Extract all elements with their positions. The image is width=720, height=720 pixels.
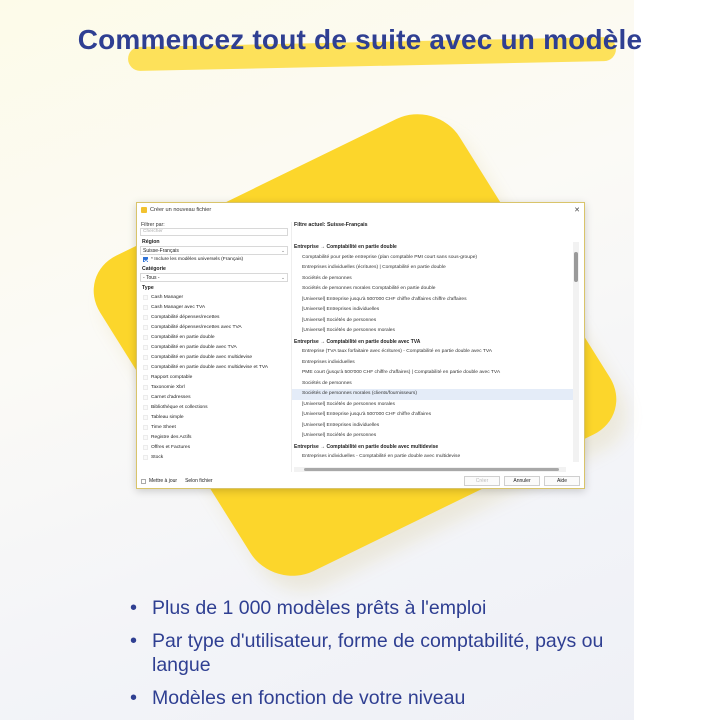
- select-file-link[interactable]: Selon fichier: [185, 478, 213, 484]
- region-value: Suisse-Français: [143, 247, 179, 254]
- type-item-label: Bibliothèque et collections: [151, 404, 208, 410]
- type-item-label: Offres et Factures: [151, 444, 191, 450]
- checkbox-icon: [143, 305, 148, 310]
- dialog-footer: [137, 474, 584, 488]
- tree-item[interactable]: [Universel] Entreprise jusqu'à 500'000 CHF chiffre d'affaires: [302, 412, 432, 417]
- update-label: Mettre à jour: [149, 478, 178, 484]
- help-button[interactable]: Aide: [544, 476, 580, 486]
- tree-item[interactable]: [Universel] Entreprises individuelles: [302, 307, 380, 312]
- current-filter: Filtre actuel: Suisse-Français: [294, 222, 368, 228]
- category-label: Catégorie: [142, 266, 166, 272]
- tree-item[interactable]: [Universel] Sociétés de personnes morales: [302, 328, 395, 333]
- type-item-label: Comptabilité en partie double: [151, 334, 215, 340]
- checkbox-icon: [143, 455, 148, 460]
- tree-item[interactable]: Entreprises individuelles (écritures) | Comptabilité en partie double: [302, 265, 446, 270]
- type-item-label: Comptabilité dépenses/recettes avec TVA: [151, 324, 242, 330]
- type-item[interactable]: [140, 342, 288, 352]
- horizontal-scrollbar[interactable]: [294, 467, 566, 472]
- feature-item: [130, 629, 630, 677]
- tree-item[interactable]: Entreprises individuelles - Comptabilité en partie double avec multidevise: [302, 454, 461, 459]
- close-icon[interactable]: ✕: [574, 207, 580, 214]
- category-select[interactable]: [140, 273, 288, 282]
- tree-item[interactable]: [Universel] Sociétés de personnes morales: [302, 401, 395, 407]
- checkbox-icon: [143, 435, 148, 440]
- checkbox-icon: [143, 365, 148, 370]
- bullet-icon: •: [130, 597, 138, 619]
- checkbox-checked-icon: [143, 257, 148, 262]
- type-item[interactable]: [140, 412, 288, 422]
- checkbox-icon: [143, 405, 148, 410]
- checkbox-icon: [143, 315, 148, 320]
- tree-item[interactable]: [Universel] Entreprise jusqu'à 500'000 CHF chiffre d'affaires chiffre d'affaires: [302, 296, 467, 302]
- tree-group-heading[interactable]: Entreprise → Comptabilité en partie double avec multidevise: [294, 443, 439, 450]
- create-new-file-dialog: [136, 202, 585, 489]
- create-button[interactable]: Créer: [464, 476, 500, 486]
- scrollbar-thumb[interactable]: [574, 252, 578, 282]
- type-item-label: Stock: [151, 454, 164, 460]
- type-item-label: Time Sheet: [151, 424, 176, 430]
- tree-item[interactable]: Comptabilité pour petite entreprise (plan comptable PMI court sans sous-groupe): [302, 254, 478, 260]
- type-item[interactable]: [140, 292, 288, 302]
- type-item-label: Comptabilité en partie double avec multidevise et TVA: [151, 364, 268, 370]
- region-label: Région: [142, 239, 160, 245]
- type-item-label: Taxonomie Xbrl: [151, 384, 185, 390]
- type-item[interactable]: [140, 442, 288, 452]
- tree-item[interactable]: [Universel] Sociétés de personnes: [302, 317, 377, 323]
- type-item[interactable]: [140, 312, 288, 322]
- tree-item[interactable]: PME court (jusqu'à 500'000 CHF chiffre d'affaires) | Comptabilité en partie double avec TVA: [302, 370, 501, 375]
- template-tree: [292, 242, 574, 462]
- type-item[interactable]: [140, 332, 288, 342]
- type-item[interactable]: [140, 372, 288, 382]
- feature-item: [130, 686, 630, 710]
- checkbox-icon: [143, 335, 148, 340]
- feature-text: Modèles en fonction de votre niveau: [152, 687, 466, 709]
- tree-item[interactable]: Entreprise (TVA taux forfaitaire avec écritures) - Comptabilité en partie double avec TVA: [302, 349, 493, 354]
- page-title: Commencez tout de suite avec un modèle: [77, 24, 643, 55]
- chevron-down-icon: ⌄: [281, 247, 285, 253]
- type-item[interactable]: [140, 322, 288, 332]
- category-value: - Tous -: [143, 274, 160, 281]
- cancel-button[interactable]: Annuler: [504, 476, 540, 486]
- dialog-title: Créer un nouveau fichier: [150, 207, 212, 213]
- type-item[interactable]: [140, 352, 288, 362]
- checkbox-icon: [143, 355, 148, 360]
- type-item[interactable]: [140, 402, 288, 412]
- feature-item: [130, 596, 630, 620]
- tree-item-selected[interactable]: Sociétés de personnes morales (clients/fournisseurs): [292, 389, 574, 400]
- type-item[interactable]: [140, 382, 288, 392]
- checkbox-icon: [143, 425, 148, 430]
- chevron-down-icon: ⌄: [281, 274, 285, 280]
- type-item[interactable]: [140, 452, 288, 462]
- dialog-titlebar: [137, 203, 584, 217]
- vertical-scrollbar[interactable]: [573, 242, 579, 462]
- checkbox-icon: [143, 445, 148, 450]
- tree-item[interactable]: Sociétés de personnes: [302, 380, 352, 386]
- bullet-icon: •: [130, 630, 138, 652]
- search-input[interactable]: Chercher: [140, 228, 288, 236]
- type-item[interactable]: [140, 432, 288, 442]
- filter-panel: [140, 222, 288, 472]
- type-item[interactable]: [140, 422, 288, 432]
- checkbox-icon: [143, 375, 148, 380]
- tree-group-heading[interactable]: Entreprise → Comptabilité en partie double avec TVA: [294, 338, 421, 345]
- type-item[interactable]: [140, 302, 288, 312]
- include-universal-label: * Inclure les modèles universels (Français): [151, 256, 244, 262]
- tree-item[interactable]: Entreprises individuelles: [302, 359, 355, 365]
- checkbox-icon: [143, 395, 148, 400]
- tree-item[interactable]: [Universel] Sociétés de personnes: [302, 433, 377, 438]
- type-item-label: Registre des Actifs: [151, 434, 192, 440]
- checkbox-icon: [143, 385, 148, 390]
- type-item-label: Comptabilité en partie double avec multidevise: [151, 354, 253, 360]
- feature-list: [130, 596, 630, 719]
- type-item-label: Comptabilité en partie double avec TVA: [151, 344, 237, 350]
- include-universal-checkbox[interactable]: [140, 255, 288, 263]
- type-item-label: Cash Manager: [151, 294, 184, 300]
- type-item-label: Comptabilité dépenses/recettes: [151, 314, 220, 320]
- type-item[interactable]: [140, 392, 288, 402]
- type-item-label: Rapport comptable: [151, 374, 193, 380]
- template-list-panel: [291, 222, 581, 472]
- app-icon: [141, 207, 147, 213]
- region-select[interactable]: [140, 246, 288, 255]
- feature-text: Plus de 1 000 modèles prêts à l'emploi: [152, 597, 487, 619]
- type-item-label: Carnet d'adresses: [151, 394, 191, 400]
- type-label: Type: [142, 285, 154, 291]
- checkbox-icon: [143, 325, 148, 330]
- type-item-label: Tableau simple: [151, 414, 184, 420]
- checkbox-icon: [143, 345, 148, 350]
- tree-item[interactable]: Sociétés de personnes: [302, 275, 352, 281]
- bullet-icon: •: [130, 687, 138, 709]
- scrollbar-thumb[interactable]: [304, 468, 559, 471]
- tree-group-heading[interactable]: Entreprise → Comptabilité en partie double: [294, 244, 397, 250]
- background-right-strip: [634, 0, 720, 720]
- checkbox-icon[interactable]: [141, 479, 146, 484]
- type-item[interactable]: [140, 362, 288, 372]
- tree-item[interactable]: Sociétés de personnes morales Comptabilité en partie double: [302, 286, 436, 291]
- type-item-label: Cash Manager avec TVA: [151, 304, 206, 310]
- type-list: [140, 292, 288, 462]
- feature-text: Par type d'utilisateur, forme de comptabilité, pays ou langue: [152, 630, 604, 676]
- tree-item[interactable]: [Universel] Entreprises individuelles: [302, 422, 380, 428]
- filter-label: Filtrer par:: [141, 222, 165, 228]
- checkbox-icon: [143, 415, 148, 420]
- checkbox-icon: [143, 295, 148, 300]
